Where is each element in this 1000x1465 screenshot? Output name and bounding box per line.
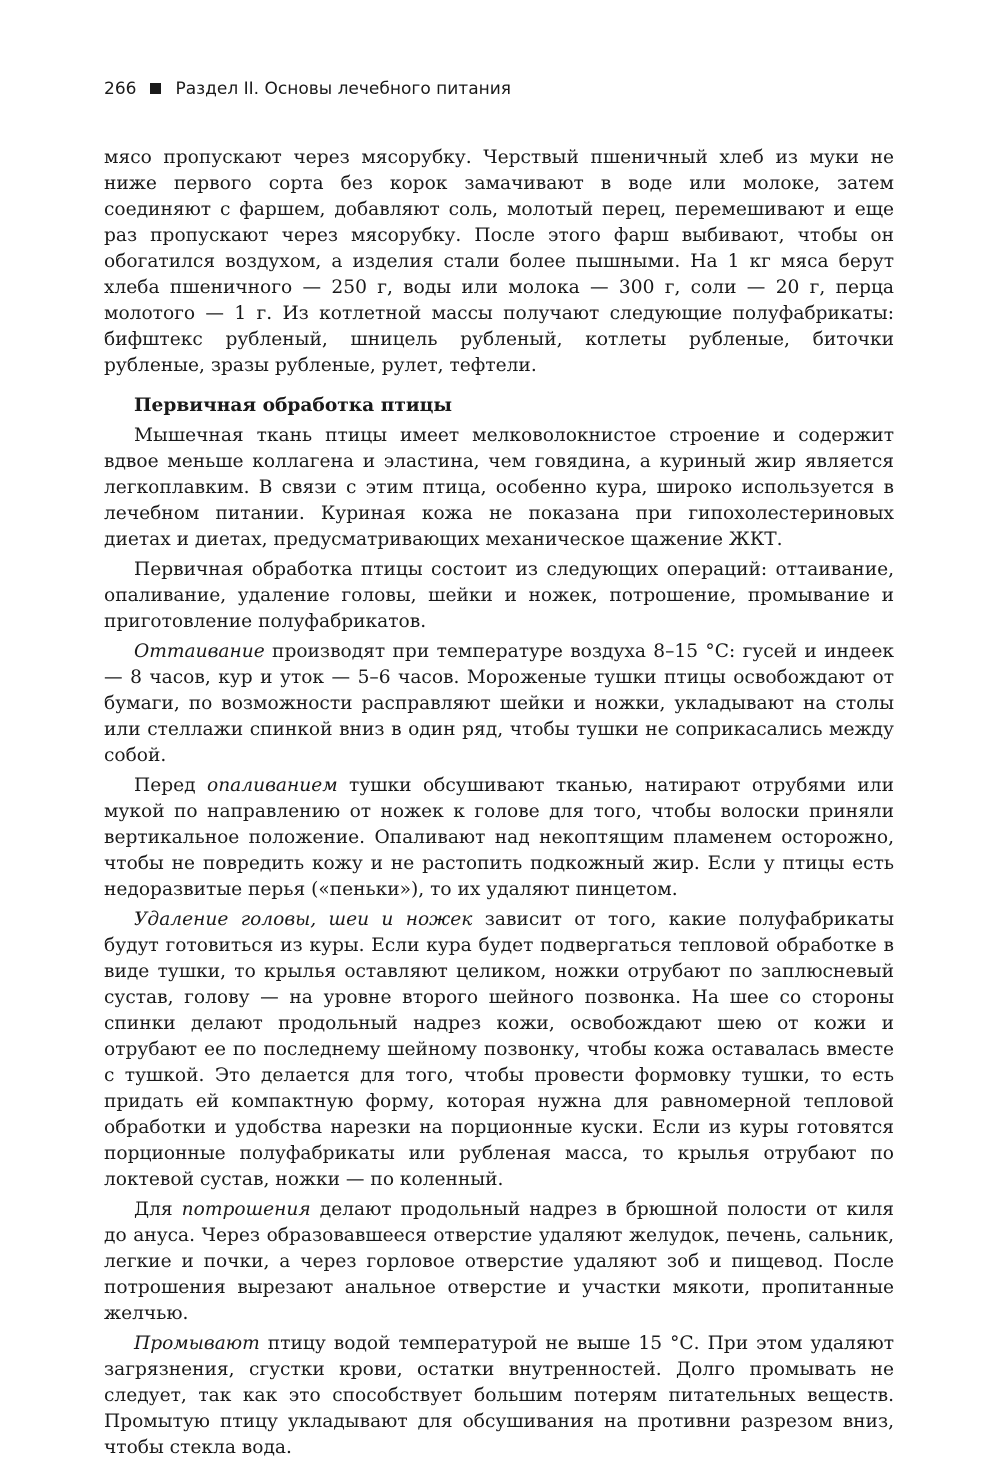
paragraph-gutting <box>104 1197 894 1327</box>
paragraph-washing <box>104 1331 894 1461</box>
paragraph-singeing-text: тушки обсушивают тканью, натирают отрубями или мукой по направлению от ножек к голове для того, чтобы волоски приняли вертикальное положение. Опаливают над некоптящим пламенем осторожно, чтобы не повредить кожу и не растопить подкожный жир. Если у птицы есть недоразвитые перья («пеньки»), то их удаляют пинцетом. <box>104 775 895 900</box>
term-removal: Удаление головы, шеи и ножек <box>134 909 473 930</box>
paragraph-washing-text: птицу водой температурой не выше 15 °С. При этом удаляют загрязнения, сгустки крови, остатки внутренностей. Долго промывать не следует, так как это способствует большим потерям питательных веществ. Промытую птицу укладывают для обсушивания на противни разрезом вниз, чтобы стекла вода. <box>104 1333 894 1458</box>
term-gutting: потрошения <box>181 1199 311 1220</box>
paragraph-thawing <box>104 639 894 769</box>
term-thawing: Оттаивание <box>134 641 265 662</box>
paragraph-removal-text: зависит от того, какие полуфабрикаты будут готовиться из куры. Если кура будет подвергаться тепловой обработке в виде тушки, то крылья оставляют целиком, ножки отрубают по заплюсневый сустав, голову — на уровне второго шейного позвонка. На шее со стороны спинки делают продольный надрез кожи, освобождают шею от кожи и отрубают ее по последнему шейному позвонку, чтобы кожа оставалась вместе с тушкой. Это делается для того, чтобы провести формовку тушки, то есть придать ей компактную форму, которая нужна для равномерной тепловой обработки и удобства нарезки на порционные куски. Если из куры готовятся порционные полуфабрикаты или рубленая масса, то крылья отрубают по локтевой сустав, ножки — по коленный. <box>104 909 894 1190</box>
paragraph-singeing <box>104 773 894 903</box>
section-heading: Первичная обработка птицы <box>134 395 453 416</box>
running-head <box>104 72 894 106</box>
section-title: Раздел II. Основы лечебного питания <box>175 79 512 99</box>
paragraph-removal <box>104 907 894 1193</box>
paragraph-singeing-lead: Перед <box>134 775 207 796</box>
term-washing: Промывают <box>134 1333 260 1354</box>
paragraph-poultry-tissue: Мышечная ткань птицы имеет мелковолокнистое строение и содержит вдвое меньше коллагена и эластина, чем говядина, а куриный жир является легкоплавким. В связи с этим птица, особенно кура, широко используется в лечебном питании. Куриная кожа не показана при гипохолестериновых диетах и диетах, предусматривающих механическое щажение ЖКТ. <box>104 425 894 550</box>
paragraph-thawing-text: производят при температуре воздуха 8–15 °С: гусей и индеек — 8 часов, кур и уток — 5–6 часов. Мороженые тушки птицы освобождают от бумаги, по возможности расправляют шейки и ножки, укладывают на столы или стеллажи спинкой вниз в один ряд, чтобы тушки не соприкасались между собой. <box>104 641 894 766</box>
page-number: 266 <box>104 79 137 99</box>
paragraph-continuation: мясо пропускают через мясорубку. Черствый пшеничный хлеб из муки не ниже первого сорта без корок замачивают в воде или молоке, затем соединяют с фаршем, добавляют соль, молотый перец, перемешивают и еще раз пропускают через мясорубку. После этого фарш выбивают, чтобы он обогатился воздухом, а изделия стали более пышными. На 1 кг мяса берут хлеба пшеничного — 250 г, воды или молока — 300 г, соли — 20 г, перца молотого — 1 г. Из котлетной массы получают следующие полуфабрикаты: бифштекс рубленый, шницель рубленый, котлеты рубленые, биточки рубленые, зразы рубленые, рулет, тефтели. <box>104 147 894 376</box>
square-bullet-icon <box>150 83 161 94</box>
paragraph-gutting-lead: Для <box>134 1199 182 1220</box>
term-singeing: опаливанием <box>207 775 338 796</box>
body-text <box>104 145 894 1465</box>
paragraph-processing-steps: Первичная обработка птицы состоит из следующих операций: оттаивание, опаливание, удаление головы, шейки и ножек, потрошение, промывание и приготовление полуфабрикатов. <box>104 559 894 632</box>
paragraph-gutting-text: делают продольный надрез в брюшной полости от киля до ануса. Через образовавшееся отверстие удаляют желудок, печень, сальник, легкие и почки, а через горловое отверстие удаляют зоб и пищевод. После потрошения вырезают анальное отверстие и участки мякоти, пропитанные желчью. <box>104 1199 894 1324</box>
